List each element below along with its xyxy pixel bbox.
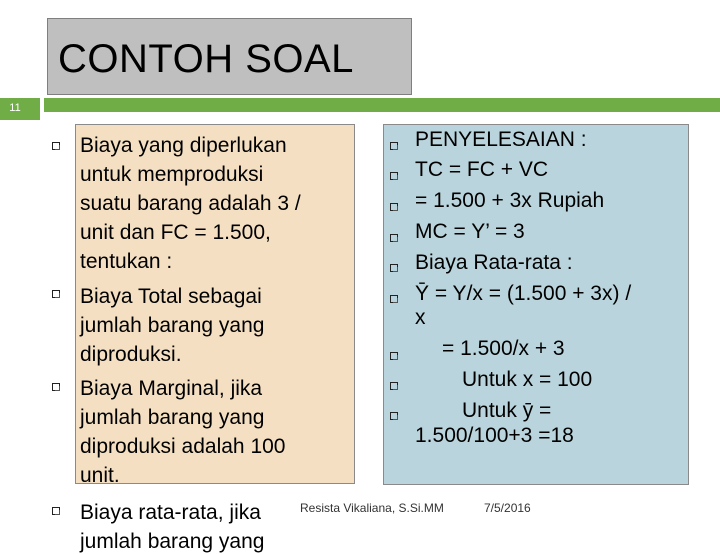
slide-title: CONTOH SOAL	[58, 37, 354, 81]
question-line: Biaya rata-rata, jika	[80, 501, 261, 524]
bullet-icon	[52, 142, 60, 150]
solution-line: Biaya Rata-rata :	[415, 251, 573, 274]
header-divider-bar	[44, 98, 720, 112]
bullet-icon	[390, 234, 398, 242]
solution-line: Ȳ = Y/x = (1.500 + 3x) /	[415, 282, 632, 305]
question-line: diproduksi adalah 100	[80, 435, 286, 458]
bullet-icon	[52, 290, 60, 298]
solution-line: Untuk x = 100	[462, 368, 593, 391]
bullet-icon	[390, 382, 398, 390]
footer-date: 7/5/2016	[484, 501, 531, 515]
question-line: diproduksi.	[80, 343, 182, 366]
question-line: jumlah barang yang	[80, 406, 265, 429]
title-box	[47, 18, 412, 95]
solution-line: Untuk ȳ =	[462, 399, 552, 422]
solution-line: TC = FC + VC	[415, 158, 549, 181]
solution-line: = 1.500/x + 3	[442, 337, 565, 360]
slide-number: 11	[9, 102, 21, 114]
bullet-icon	[390, 203, 398, 211]
footer-author: Resista Vikaliana, S.Si.MM	[300, 501, 444, 515]
question-line: Biaya Marginal, jika	[80, 377, 263, 400]
question-line: jumlah barang yang	[80, 314, 265, 337]
question-line: unit dan FC = 1.500,	[80, 221, 271, 244]
bullet-icon	[52, 507, 60, 515]
bullet-icon	[52, 383, 60, 391]
bullet-icon	[390, 264, 398, 272]
solution-line: x	[415, 306, 426, 329]
bullet-icon	[390, 295, 398, 303]
bullet-icon	[390, 142, 398, 150]
solution-line: PENYELESAIAN :	[415, 128, 587, 151]
question-line: Biaya yang diperlukan	[80, 134, 287, 157]
bullet-icon	[390, 172, 398, 180]
solution-line: 1.500/100+3 =18	[415, 424, 574, 447]
question-line: Biaya Total sebagai	[80, 285, 262, 308]
question-line: untuk memproduksi	[80, 163, 264, 186]
solution-line: MC = Y’ = 3	[415, 220, 525, 243]
question-line: unit.	[80, 464, 120, 487]
question-line: suatu barang adalah 3 /	[80, 192, 301, 215]
bullet-icon	[390, 352, 398, 360]
bullet-icon	[390, 412, 398, 420]
solution-line: = 1.500 + 3x Rupiah	[415, 189, 605, 212]
question-line: tentukan :	[80, 250, 173, 273]
question-line: jumlah barang yang	[80, 530, 265, 553]
slide-number-box	[0, 98, 40, 120]
